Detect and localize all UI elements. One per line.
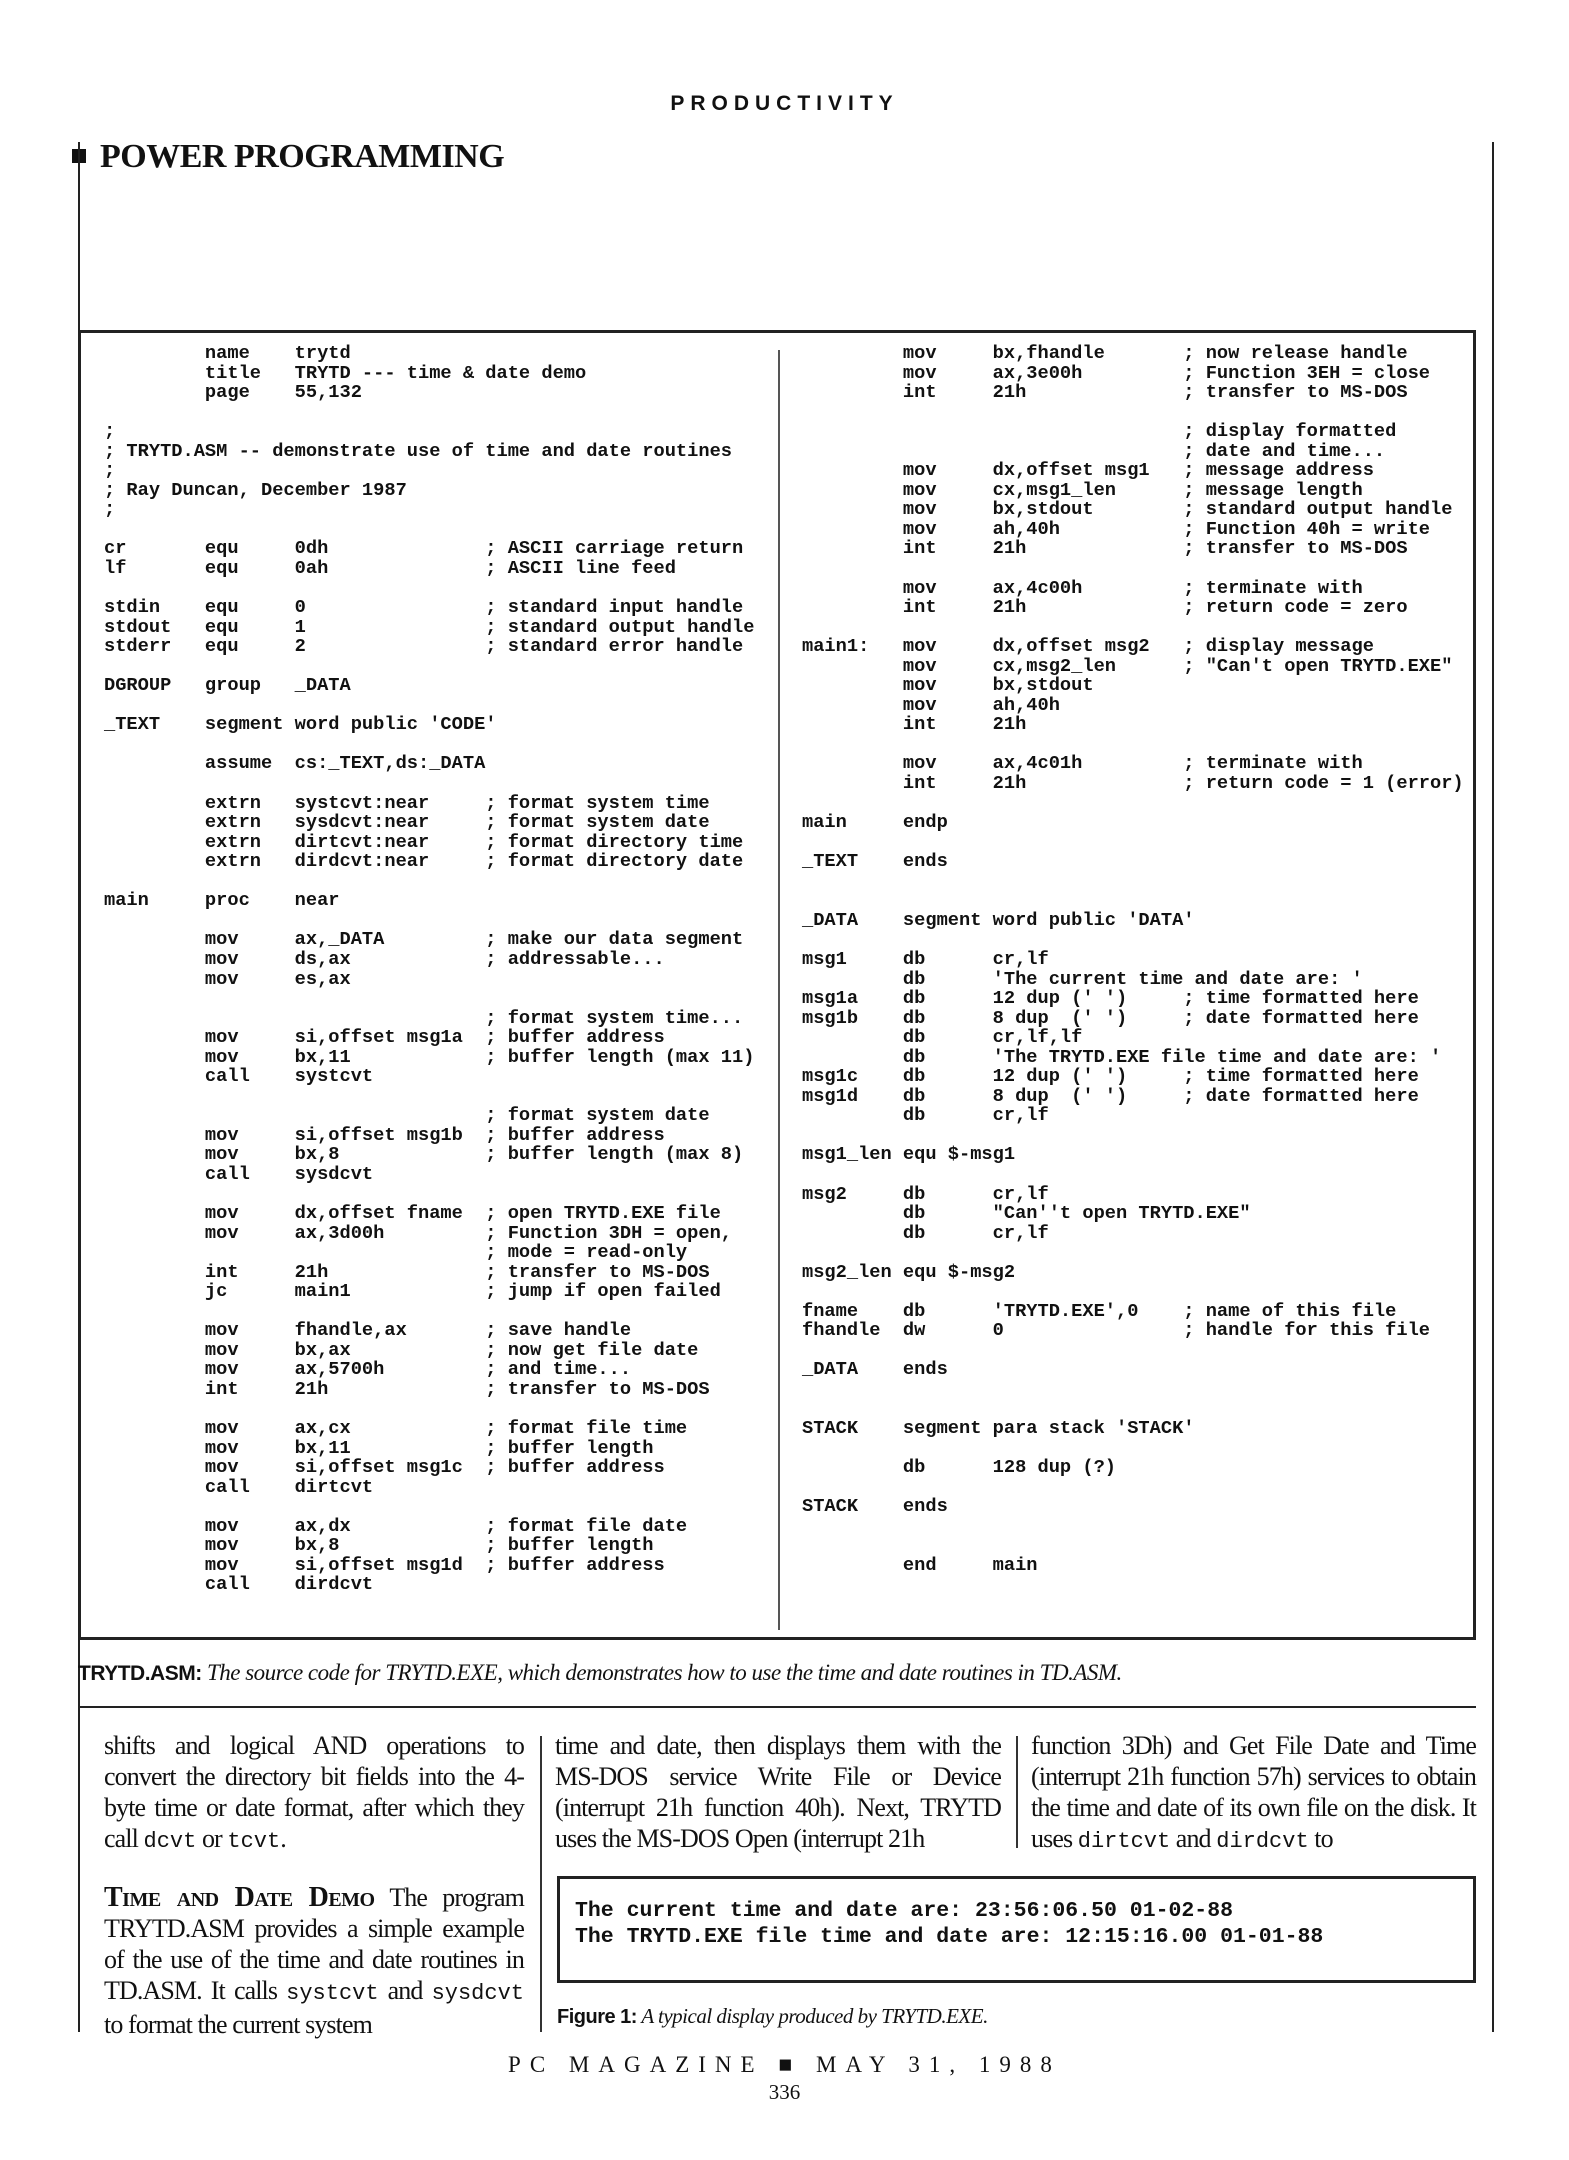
- article-column-1-para-2: [104, 1882, 524, 2040]
- code-inline: dcvt: [143, 1829, 197, 1854]
- figure-1-line-1: The current time and date are: 23:56:06.50 01-02-88: [575, 1899, 1234, 1923]
- text-run: and: [1170, 1824, 1217, 1853]
- text-run: The program TRYTD.ASM provides a simple example of the use of the time and date routines in TD.ASM. It calls: [104, 1883, 525, 2005]
- page-number: 336: [768, 2080, 801, 2104]
- figure-1-caption: [557, 2004, 988, 2029]
- section-title: POWER PROGRAMMING: [100, 138, 505, 175]
- text-run: to format the current system: [104, 2010, 372, 2039]
- caption-rule: [78, 1706, 1476, 1708]
- text-run: .: [280, 1824, 286, 1853]
- figure-1-caption-text: A typical display produced by TRYTD.EXE.: [636, 2004, 988, 2028]
- article-column-3: [1031, 1730, 1476, 1857]
- subhead-time-and-date-demo: Time and Date Demo: [104, 1882, 375, 1913]
- code-inline: sysdcvt: [431, 1981, 524, 2006]
- section-kicker: PRODUCTIVITY: [670, 92, 899, 115]
- figure-1-output: [575, 1898, 1323, 1950]
- code-listing-left: name trytd title TRYTD --- time & date demo page 55,132 ; ; TRYTD.ASM -- demonstrate use of time and date routines ; ; Ray Duncan, December 1987 ; cr equ 0dh ; ASCII carriage return lf equ 0ah ; ASCII line feed stdin equ 0 ; standard input handle stdout equ 1 ; standard output handle stderr equ 2 ; standard error handle DGROUP group _DATA _TEXT segment word public 'CODE' assume cs:_TEXT,ds:_DATA extrn systcvt:near ; format system time extrn sysdcvt:near ; format system date extrn dirtcvt:near ; format directory time extrn dirdcvt:near ; format directory date main proc near mov ax,_DATA ; make our data segment mov ds,ax ; addressable... mov es,ax ; format system time... mov si,offset msg1a ; buffer address mov bx,11 ; buffer length (max 11) call systcvt ; format system date mov si,offset msg1b ; buffer address mov bx,8 ; buffer length (max 8) call sysdcvt mov dx,offset fname ; open TRYTD.EXE file mov ax,3d00h ; Function 3DH = open, ; mode = read-only int 21h ; transfer to MS-DOS jc main1 ; jump if open failed mov fhandle,ax ; save handle mov bx,ax ; now get file date mov ax,5700h ; and time... int 21h ; transfer to MS-DOS mov ax,cx ; format file time mov bx,11 ; buffer length mov si,offset msg1c ; buffer address call dirtcvt mov ax,dx ; format file date mov bx,8 ; buffer length mov si,offset msg1d ; buffer address call dirdcvt: [104, 342, 755, 1596]
- text-run: to: [1308, 1824, 1333, 1853]
- article-column-2: time and date, then displays them with the MS-DOS service Write File or Device (interrupt 21h function 40h). Next, TRYTD uses the MS-DOS Open (interrupt 21h: [555, 1731, 1001, 1853]
- footer-magazine: PC MAGAZINE ■ MAY 31, 1988: [508, 2052, 1061, 2077]
- code-listing-right: mov bx,fhandle ; now release handle mov ax,3e00h ; Function 3EH = close int 21h ; transfer to MS-DOS ; display formatted ; date and time... mov dx,offset msg1 ; message address mov cx,msg1_len ; message length mov bx,stdout ; standard output handle mov ah,40h ; Function 40h = write int 21h ; transfer to MS-DOS mov ax,4c00h ; terminate with int 21h ; return code = zero main1: mov dx,offset msg2 ; display message mov cx,msg2_len ; "Can't open TRYTD.EXE" mov bx,stdout mov ah,40h int 21h mov ax,4c01h ; terminate with int 21h ; return code = 1 (error) main endp _TEXT ends _DATA segment word public 'DATA' msg1 db cr,lf db 'The current time and date are: ' msg1a db 12 dup (' ') ; time formatted here msg1b db 8 dup (' ') ; date formatted here db cr,lf,lf db 'The TRYTD.EXE file time and date are: ' msg1c db 12 dup (' ') ; time formatted here msg1d db 8 dup (' ') ; date formatted here db cr,lf msg1_len equ $-msg1 msg2 db cr,lf db "Can''t open TRYTD.EXE" db cr,lf msg2_len equ $-msg2 fname db 'TRYTD.EXE',0 ; name of this file fhandle dw 0 ; handle for this file _DATA ends STACK segment para stack 'STACK' db 128 dup (?) STACK ends end main: [802, 342, 1464, 1576]
- article-column-1-para-1: [104, 1730, 524, 1857]
- text-run: shifts and logical AND operations to convert the directory bit fields into the 4-byte time or date format, after which they call: [104, 1731, 524, 1853]
- figure-1-caption-label: Figure 1:: [557, 2006, 637, 2028]
- text-run: function 3Dh) and Get File Date and Time (interrupt 21h function 57h) services to obtain the time and date of its own file on the disk. It uses: [1031, 1731, 1476, 1853]
- text-run: or: [196, 1824, 228, 1853]
- section-heading: [72, 138, 504, 176]
- code-inline: dirtcvt: [1077, 1829, 1171, 1854]
- listing-caption-label: TRYTD.ASM:: [78, 1662, 202, 1685]
- listing-caption-text: The source code for TRYTD.EXE, which demonstrates how to use the time and date routines in TD.ASM.: [201, 1660, 1122, 1685]
- code-inline: tcvt: [227, 1829, 281, 1854]
- listing-column-divider: [778, 350, 780, 1630]
- figure-1-line-2: The TRYTD.EXE file time and date are: 12:15:16.00 01-01-88: [575, 1925, 1324, 1949]
- column-separator-1: [540, 1736, 542, 2032]
- page-rule-right: [1492, 142, 1494, 2032]
- code-inline: systcvt: [286, 1981, 379, 2006]
- text-run: and: [378, 1976, 432, 2005]
- column-separator-2: [1016, 1736, 1018, 1848]
- code-inline: dirdcvt: [1216, 1829, 1309, 1854]
- listing-caption: [78, 1660, 1478, 1686]
